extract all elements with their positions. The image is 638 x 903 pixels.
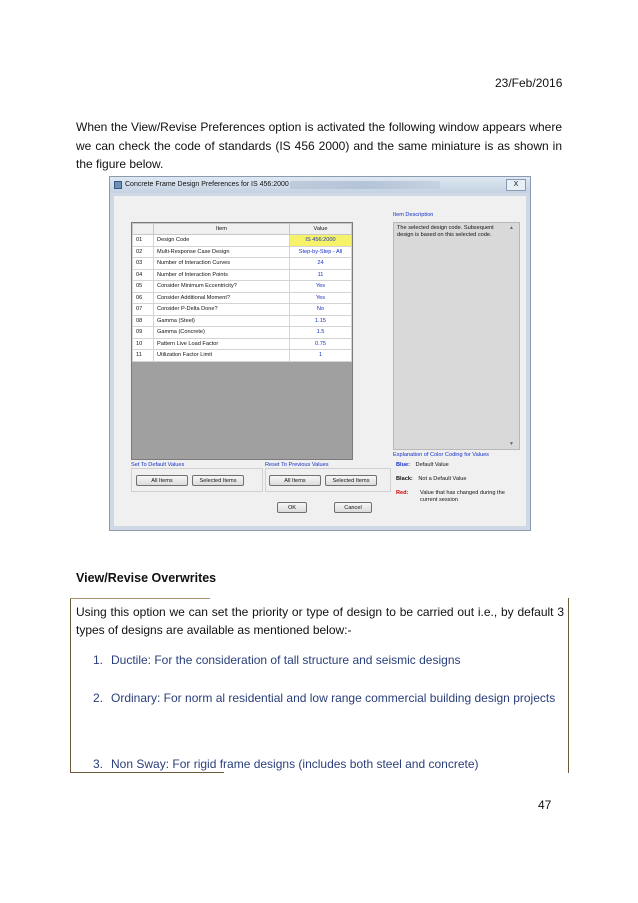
- row-item: Number of Interaction Curves: [154, 258, 290, 270]
- row-number-header: [133, 224, 154, 235]
- row-item: Consider P-Delta Done?: [154, 304, 290, 316]
- table-row[interactable]: [133, 246, 352, 258]
- row-number: 06: [133, 292, 154, 304]
- row-item: Design Code: [154, 235, 290, 247]
- preferences-grid: [131, 222, 353, 460]
- row-number: 02: [133, 246, 154, 258]
- row-value[interactable]: 1: [290, 350, 352, 362]
- table-row[interactable]: [133, 281, 352, 293]
- blue-key: Blue:: [396, 462, 410, 468]
- dialog-title: Concrete Frame Design Preferences for IS 456:2000: [125, 181, 289, 188]
- preferences-table: [132, 223, 352, 362]
- dialog-titlebar: [110, 177, 530, 193]
- color-coding-label: Explanation of Color Coding for Values: [393, 452, 489, 458]
- item-description-text: The selected design code. Subsequent design is based on this selected code.: [397, 225, 494, 238]
- page-date: 23/Feb/2016: [495, 76, 563, 90]
- box-left-border: [70, 598, 71, 773]
- row-number: 07: [133, 304, 154, 316]
- list-text: Non Sway: For rigid frame designs (includes both steel and concrete): [111, 757, 479, 771]
- row-item: Consider Additional Moment?: [154, 292, 290, 304]
- color-coding-box: [393, 452, 518, 508]
- close-icon[interactable]: X: [506, 179, 526, 191]
- row-number: 03: [133, 258, 154, 270]
- row-number: 01: [133, 235, 154, 247]
- black-key: Black:: [396, 476, 413, 482]
- list-item: [93, 756, 565, 773]
- row-value[interactable]: 1.15: [290, 315, 352, 327]
- list-text: Ordinary: For norm al residential and low range commercial building design projects: [111, 691, 556, 705]
- scroll-down-icon[interactable]: ▼: [509, 441, 514, 447]
- table-row[interactable]: [133, 350, 352, 362]
- cancel-button[interactable]: Cancel: [334, 502, 372, 513]
- row-number: 04: [133, 269, 154, 281]
- intro-paragraph: When the View/Revise Preferences option is activated the following window appears where we can check the code of standards (IS 456 2000) and the same miniature is as shown in the figure below.: [76, 120, 562, 171]
- row-value[interactable]: IS 456:2000: [290, 235, 352, 247]
- row-value[interactable]: 24: [290, 258, 352, 270]
- row-number: 11: [133, 350, 154, 362]
- item-description-box: [393, 222, 520, 450]
- item-column-header: Item: [154, 224, 290, 235]
- list-item: [93, 652, 565, 669]
- row-number: 09: [133, 327, 154, 339]
- black-text: Not a Default Value: [418, 476, 467, 482]
- dialog-client-area: [114, 196, 526, 526]
- page-number: 47: [538, 798, 552, 812]
- red-key: Red:: [396, 490, 409, 496]
- section-heading: View/Revise Overwrites: [76, 571, 217, 585]
- row-item: Number of Interaction Points: [154, 269, 290, 281]
- row-item: Pattern Live Load Factor: [154, 338, 290, 350]
- row-value[interactable]: Step-by-Step - All: [290, 246, 352, 258]
- box-top-border: [70, 598, 210, 599]
- table-row[interactable]: [133, 338, 352, 350]
- row-value[interactable]: 0.75: [290, 338, 352, 350]
- app-icon: [114, 181, 122, 189]
- ok-button[interactable]: OK: [277, 502, 307, 513]
- red-text: Value that has changed during the current session: [420, 490, 505, 503]
- row-value[interactable]: Yes: [290, 281, 352, 293]
- list-number: 2.: [93, 691, 104, 705]
- table-row[interactable]: [133, 327, 352, 339]
- row-item: Multi-Response Case Design: [154, 246, 290, 258]
- list-number: 1.: [93, 653, 104, 667]
- box-paragraph: Using this option we can set the priority or type of design to be carried out i.e., by default 3 types of designs are available as mentioned below:-: [76, 605, 564, 637]
- row-number: 08: [133, 315, 154, 327]
- item-description-label: Item Description: [393, 212, 434, 218]
- reset-previous-label: Reset To Previous Values: [265, 462, 329, 468]
- row-number: 05: [133, 281, 154, 293]
- blue-text: Default Value: [415, 462, 449, 468]
- blurred-titlebar-region: [290, 181, 440, 189]
- table-row[interactable]: [133, 235, 352, 247]
- list-text: Ductile: For the consideration of tall structure and seismic designs: [111, 653, 461, 667]
- row-number: 10: [133, 338, 154, 350]
- default-selected-items-button[interactable]: Selected Items: [192, 475, 244, 486]
- table-row[interactable]: [133, 292, 352, 304]
- set-default-label: Set To Default Values: [131, 462, 185, 468]
- row-item: Utilization Factor Limit: [154, 350, 290, 362]
- table-row[interactable]: [133, 258, 352, 270]
- table-row[interactable]: [133, 304, 352, 316]
- list-item: [93, 690, 565, 707]
- previous-all-items-button[interactable]: All Items: [269, 475, 321, 486]
- table-row[interactable]: [133, 269, 352, 281]
- row-value[interactable]: 1.5: [290, 327, 352, 339]
- value-column-header: Value: [290, 224, 352, 235]
- table-row[interactable]: [133, 315, 352, 327]
- default-all-items-button[interactable]: All Items: [136, 475, 188, 486]
- row-item: Gamma (Concrete): [154, 327, 290, 339]
- row-value[interactable]: Yes: [290, 292, 352, 304]
- scroll-up-icon[interactable]: ▲: [509, 225, 514, 231]
- dialog-screenshot: [109, 176, 531, 531]
- row-value[interactable]: No: [290, 304, 352, 316]
- row-item: Gamma (Steel): [154, 315, 290, 327]
- row-value[interactable]: 11: [290, 269, 352, 281]
- box-right-border: [568, 598, 569, 773]
- list-number: 3.: [93, 757, 104, 771]
- row-item: Consider Minimum Eccentricity?: [154, 281, 290, 293]
- previous-selected-items-button[interactable]: Selected Items: [325, 475, 377, 486]
